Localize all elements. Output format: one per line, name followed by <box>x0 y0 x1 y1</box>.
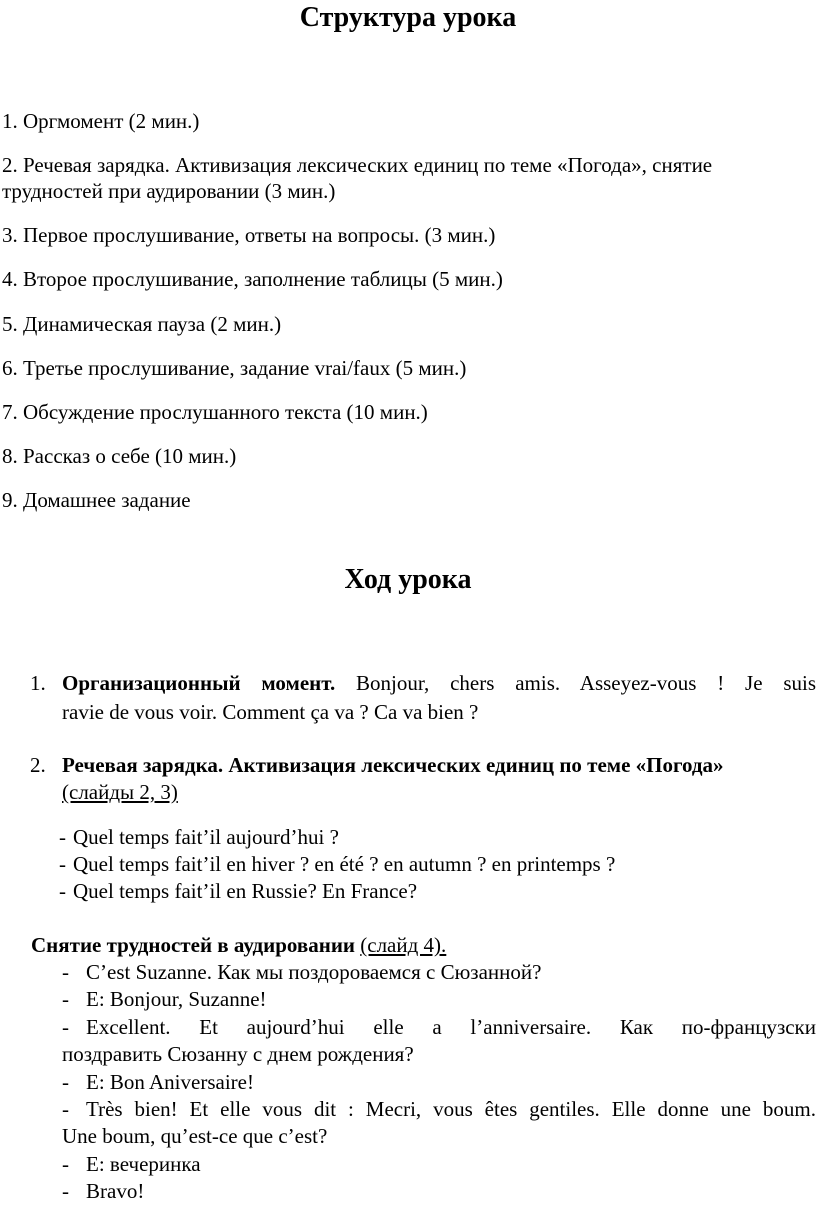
plan-item-7: 7. Обсуждение прослушанного текста (10 мин.) <box>2 400 428 424</box>
plan-item-1: 1. Оргмомент (2 мин.) <box>2 109 200 133</box>
dialog-7-dash: - <box>62 1179 69 1203</box>
step2-heading <box>62 750 724 780</box>
plan-item-6: 6. Третье прослушивание, задание vrai/faux (5 мин.) <box>2 356 467 380</box>
step1-line-1 <box>62 668 816 698</box>
step2-number: 2. <box>30 753 46 777</box>
dialog-line-3-continued: поздравить Сюзанну с днем рождения? <box>62 1042 414 1066</box>
plan-item-2-continued: трудностей при аудировании (3 мин.) <box>2 179 336 203</box>
question-2: Quel temps fait’il en hiver ? en été ? en autumn ? en printemps ? <box>73 852 616 876</box>
dialog-1-dash: - <box>62 960 69 984</box>
difficulties-heading-text: Снятие трудностей в аудировании <box>31 933 356 957</box>
plan-item-9: 9. Домашнее задание <box>2 488 191 512</box>
plan-item-2: 2. Речевая зарядка. Активизация лексических единиц по теме «Погода», снятие <box>2 153 713 177</box>
dialog-2-dash: - <box>62 987 69 1011</box>
step2-heading-text: Речевая зарядка. Активизация лексических единиц по теме «Погода» <box>62 753 724 777</box>
plan-item-4: 4. Второе прослушивание, заполнение таблицы (5 мин.) <box>2 267 503 291</box>
step2-slides-link: (слайды 2, 3) <box>62 780 178 804</box>
plan-item-8: 8. Рассказ о себе (10 мин.) <box>2 444 237 468</box>
question-2-dash: - <box>59 852 66 876</box>
plan-item-3: 3. Первое прослушивание, ответы на вопросы. (3 мин.) <box>2 223 496 247</box>
difficulties-slide-link: (слайд 4). <box>360 933 447 957</box>
dialog-5-dash: - <box>62 1097 69 1121</box>
dialog-line-2: E: Bonjour, Suzanne! <box>86 987 267 1011</box>
dialog-6-dash: - <box>62 1152 69 1176</box>
step1-text-2: ravie de vous voir. Comment ça va ? Ca va bien ? <box>62 700 479 724</box>
question-1: Quel temps fait’il aujourd’hui ? <box>73 825 339 849</box>
step1-heading: Организационный момент. <box>62 671 336 695</box>
question-3-dash: - <box>59 879 66 903</box>
question-3: Quel temps fait’il en Russie? En France? <box>73 879 418 903</box>
step1-number: 1. <box>30 671 46 695</box>
dialog-line-6: E: вечеринка <box>86 1152 201 1176</box>
plan-item-5: 5. Динамическая пауза (2 мин.) <box>2 312 282 336</box>
difficulties-heading <box>31 930 446 960</box>
step1-text-1: Bonjour, chers amis. Asseyez-vous ! Je suis <box>356 671 816 695</box>
dialog-line-5: Très bien! Et elle vous dit : Mecri, vous êtes gentiles. Elle donne une boum. <box>86 1097 816 1121</box>
structure-title: Структура урока <box>299 2 517 33</box>
question-1-dash: - <box>59 825 66 849</box>
lesson-title: Ход урока <box>344 564 472 595</box>
dialog-line-1: C’est Suzanne. Как мы поздороваемся с Сюзанной? <box>86 960 542 984</box>
dialog-line-7: Bravo! <box>86 1179 145 1203</box>
dialog-3-dash: - <box>62 1015 69 1039</box>
dialog-line-5-continued: Une boum, qu’est-ce que c’est? <box>62 1124 328 1148</box>
dialog-line-3: Excellent. Et aujourd’hui elle a l’anniversaire. Как по-французски <box>86 1015 816 1039</box>
dialog-4-dash: - <box>62 1070 69 1094</box>
dialog-line-4: E: Bon Aniversaire! <box>86 1070 254 1094</box>
